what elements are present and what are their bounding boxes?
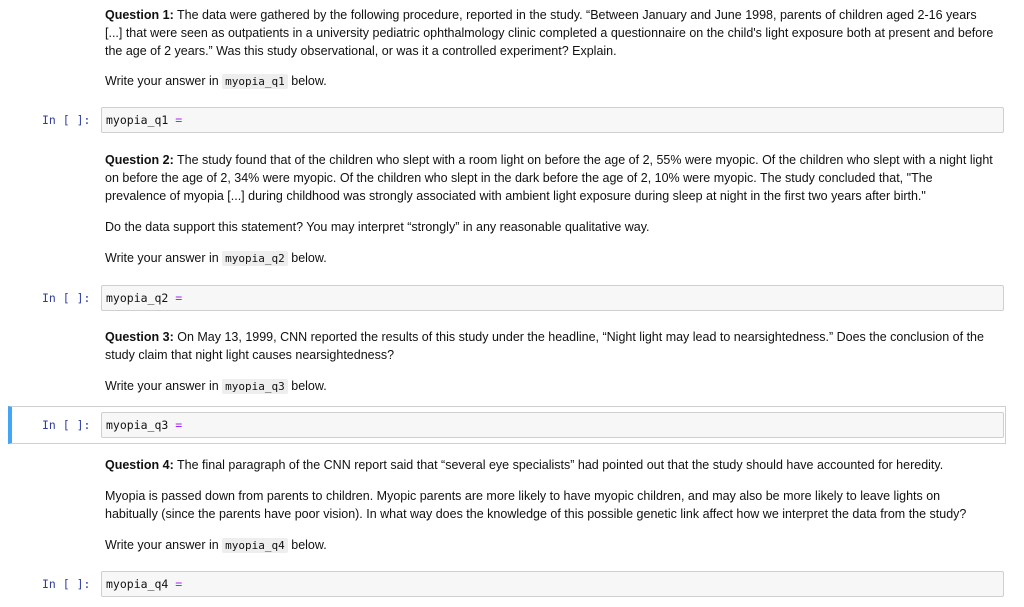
markdown-cell-q1[interactable] — [105, 6, 995, 91]
input-prompt: In [ ]: — [42, 291, 91, 305]
write-suffix: below. — [287, 251, 327, 265]
question-2-extra: Do the data support this statement? You may interpret “strongly” in any reasonable qualitative way. — [105, 220, 650, 234]
write-answer-line — [105, 249, 995, 268]
question-label: Question 2: — [105, 153, 174, 167]
code-cell-q1[interactable] — [0, 106, 1010, 136]
input-prompt: In [ ]: — [42, 113, 91, 127]
code-cell-q3[interactable] — [8, 406, 1006, 444]
code-text — [106, 291, 182, 305]
variable-name: myopia_q3 — [222, 379, 288, 394]
code-cell-q4[interactable] — [0, 570, 1010, 600]
input-prompt: In [ ]: — [42, 418, 91, 432]
question-1-text — [105, 6, 995, 60]
code-input-area[interactable] — [101, 571, 1004, 597]
code-text — [106, 113, 182, 127]
write-answer-line — [105, 72, 995, 91]
markdown-cell-q4[interactable] — [105, 456, 995, 555]
code-text — [106, 418, 182, 432]
write-prefix: Write your answer in — [105, 251, 223, 265]
code-operator: = — [175, 418, 183, 432]
write-prefix: Write your answer in — [105, 538, 223, 552]
question-body: The data were gathered by the following procedure, reported in the study. “Between January and June 1998, parents of children aged 2-16 years [...] that were seen as outpatients in a university pediatric ophthalmology clinic completed a questionnaire on the child's light exposure both at present and before the age of 2 years.” Was this study observational, or was it a controlled experiment? Explain. — [105, 8, 994, 58]
question-label: Question 1: — [105, 8, 174, 22]
write-answer-line — [105, 377, 995, 396]
code-variable: myopia_q4 — [106, 577, 169, 591]
question-body: The final paragraph of the CNN report said that “several eye specialists” had pointed out that the study should have accounted for heredity. — [173, 458, 944, 472]
write-answer-line — [105, 536, 995, 555]
variable-name: myopia_q1 — [222, 74, 288, 89]
code-operator: = — [175, 291, 183, 305]
variable-name: myopia_q4 — [222, 538, 288, 553]
code-variable: myopia_q2 — [106, 291, 169, 305]
code-text — [106, 577, 182, 591]
code-cell-q2[interactable] — [0, 284, 1010, 314]
code-operator: = — [175, 113, 183, 127]
question-body: On May 13, 1999, CNN reported the results of this study under the headline, “Night light may lead to nearsightedness.” Does the conclusion of the study claim that night light causes nearsightedness? — [105, 330, 984, 362]
input-prompt: In [ ]: — [42, 577, 91, 591]
question-label: Question 3: — [105, 330, 174, 344]
variable-name: myopia_q2 — [222, 251, 288, 266]
code-input-area[interactable] — [101, 285, 1004, 311]
question-2-text — [105, 151, 995, 205]
code-operator: = — [175, 577, 183, 591]
write-prefix: Write your answer in — [105, 74, 223, 88]
question-4-text — [105, 456, 995, 474]
question-body: The study found that of the children who slept with a room light on before the age of 2, 55% were myopic. Of the children who slept with a night light on before the age of 2, 34% were myopic. Of the children who slept in the dark before the age of 2, 10% were myopic. The study concluded that, "The prevalence of myopia [...] during childhood was strongly associated with ambient light exposure during sleep at night in the first two years after birth." — [105, 153, 993, 203]
code-input-area[interactable] — [101, 107, 1004, 133]
question-3-text — [105, 328, 995, 364]
markdown-cell-q2[interactable] — [105, 151, 995, 268]
code-input-area[interactable] — [101, 412, 1004, 438]
code-variable: myopia_q3 — [106, 418, 169, 432]
question-label: Question 4: — [105, 458, 174, 472]
markdown-cell-q3[interactable] — [105, 328, 995, 396]
write-prefix: Write your answer in — [105, 379, 223, 393]
write-suffix: below. — [287, 538, 327, 552]
question-4-extra: Myopia is passed down from parents to children. Myopic parents are more likely to have myopic children, and may also be more likely to leave lights on habitually (since the parents have poor vision). In what way does the knowledge of this possible genetic link affect how we interpret the data from the study? — [105, 489, 967, 521]
write-suffix: below. — [287, 74, 327, 88]
write-suffix: below. — [287, 379, 327, 393]
code-variable: myopia_q1 — [106, 113, 169, 127]
